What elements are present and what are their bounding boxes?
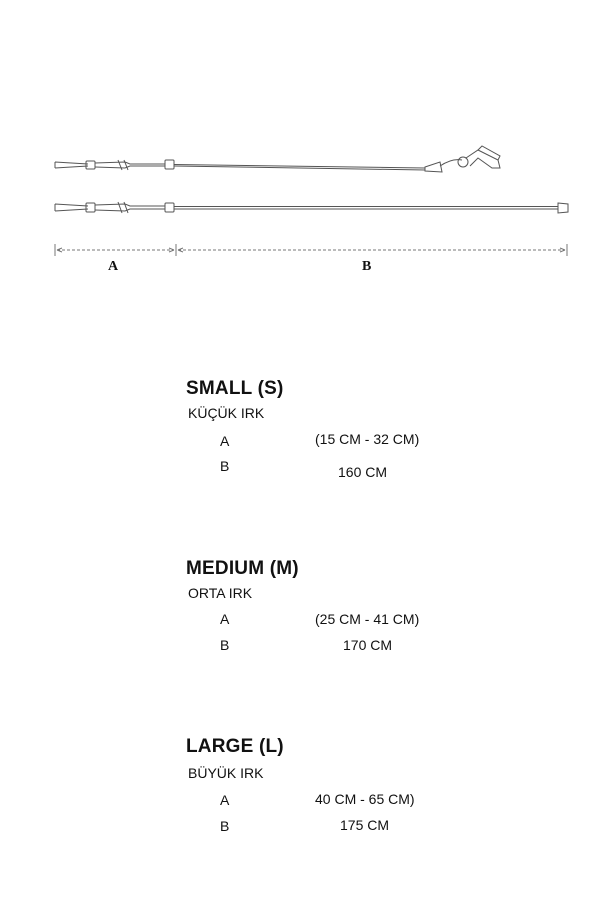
row-key-b: B <box>220 818 230 834</box>
row-key-a: A <box>220 792 230 808</box>
leash-plain-illustration <box>55 202 568 213</box>
row-value-b: 170 CM <box>343 637 393 653</box>
row-value-b: 160 CM <box>338 464 388 480</box>
row-key-b: B <box>220 458 230 474</box>
row-key-a: A <box>220 433 230 449</box>
leash-diagram <box>0 0 613 300</box>
row-key-a: A <box>220 611 230 627</box>
dimension-label-a: A <box>108 259 119 274</box>
size-subtitle: KÜÇÜK IRK <box>188 405 265 421</box>
row-value-b: 175 CM <box>340 817 390 833</box>
dimension-lines <box>55 244 567 256</box>
row-value-a: 40 CM - 65 CM) <box>315 791 415 807</box>
size-subtitle: ORTA IRK <box>188 585 253 601</box>
size-title: LARGE (L) <box>186 736 284 757</box>
size-title: MEDIUM (M) <box>186 558 299 579</box>
leash-with-hook-illustration <box>55 146 500 172</box>
row-key-b: B <box>220 637 230 653</box>
row-value-a: (15 CM - 32 CM) <box>315 431 420 447</box>
dimension-label-b: B <box>362 259 372 274</box>
size-subtitle: BÜYÜK IRK <box>188 765 264 781</box>
size-title: SMALL (S) <box>186 378 284 399</box>
row-value-a: (25 CM - 41 CM) <box>315 611 420 627</box>
